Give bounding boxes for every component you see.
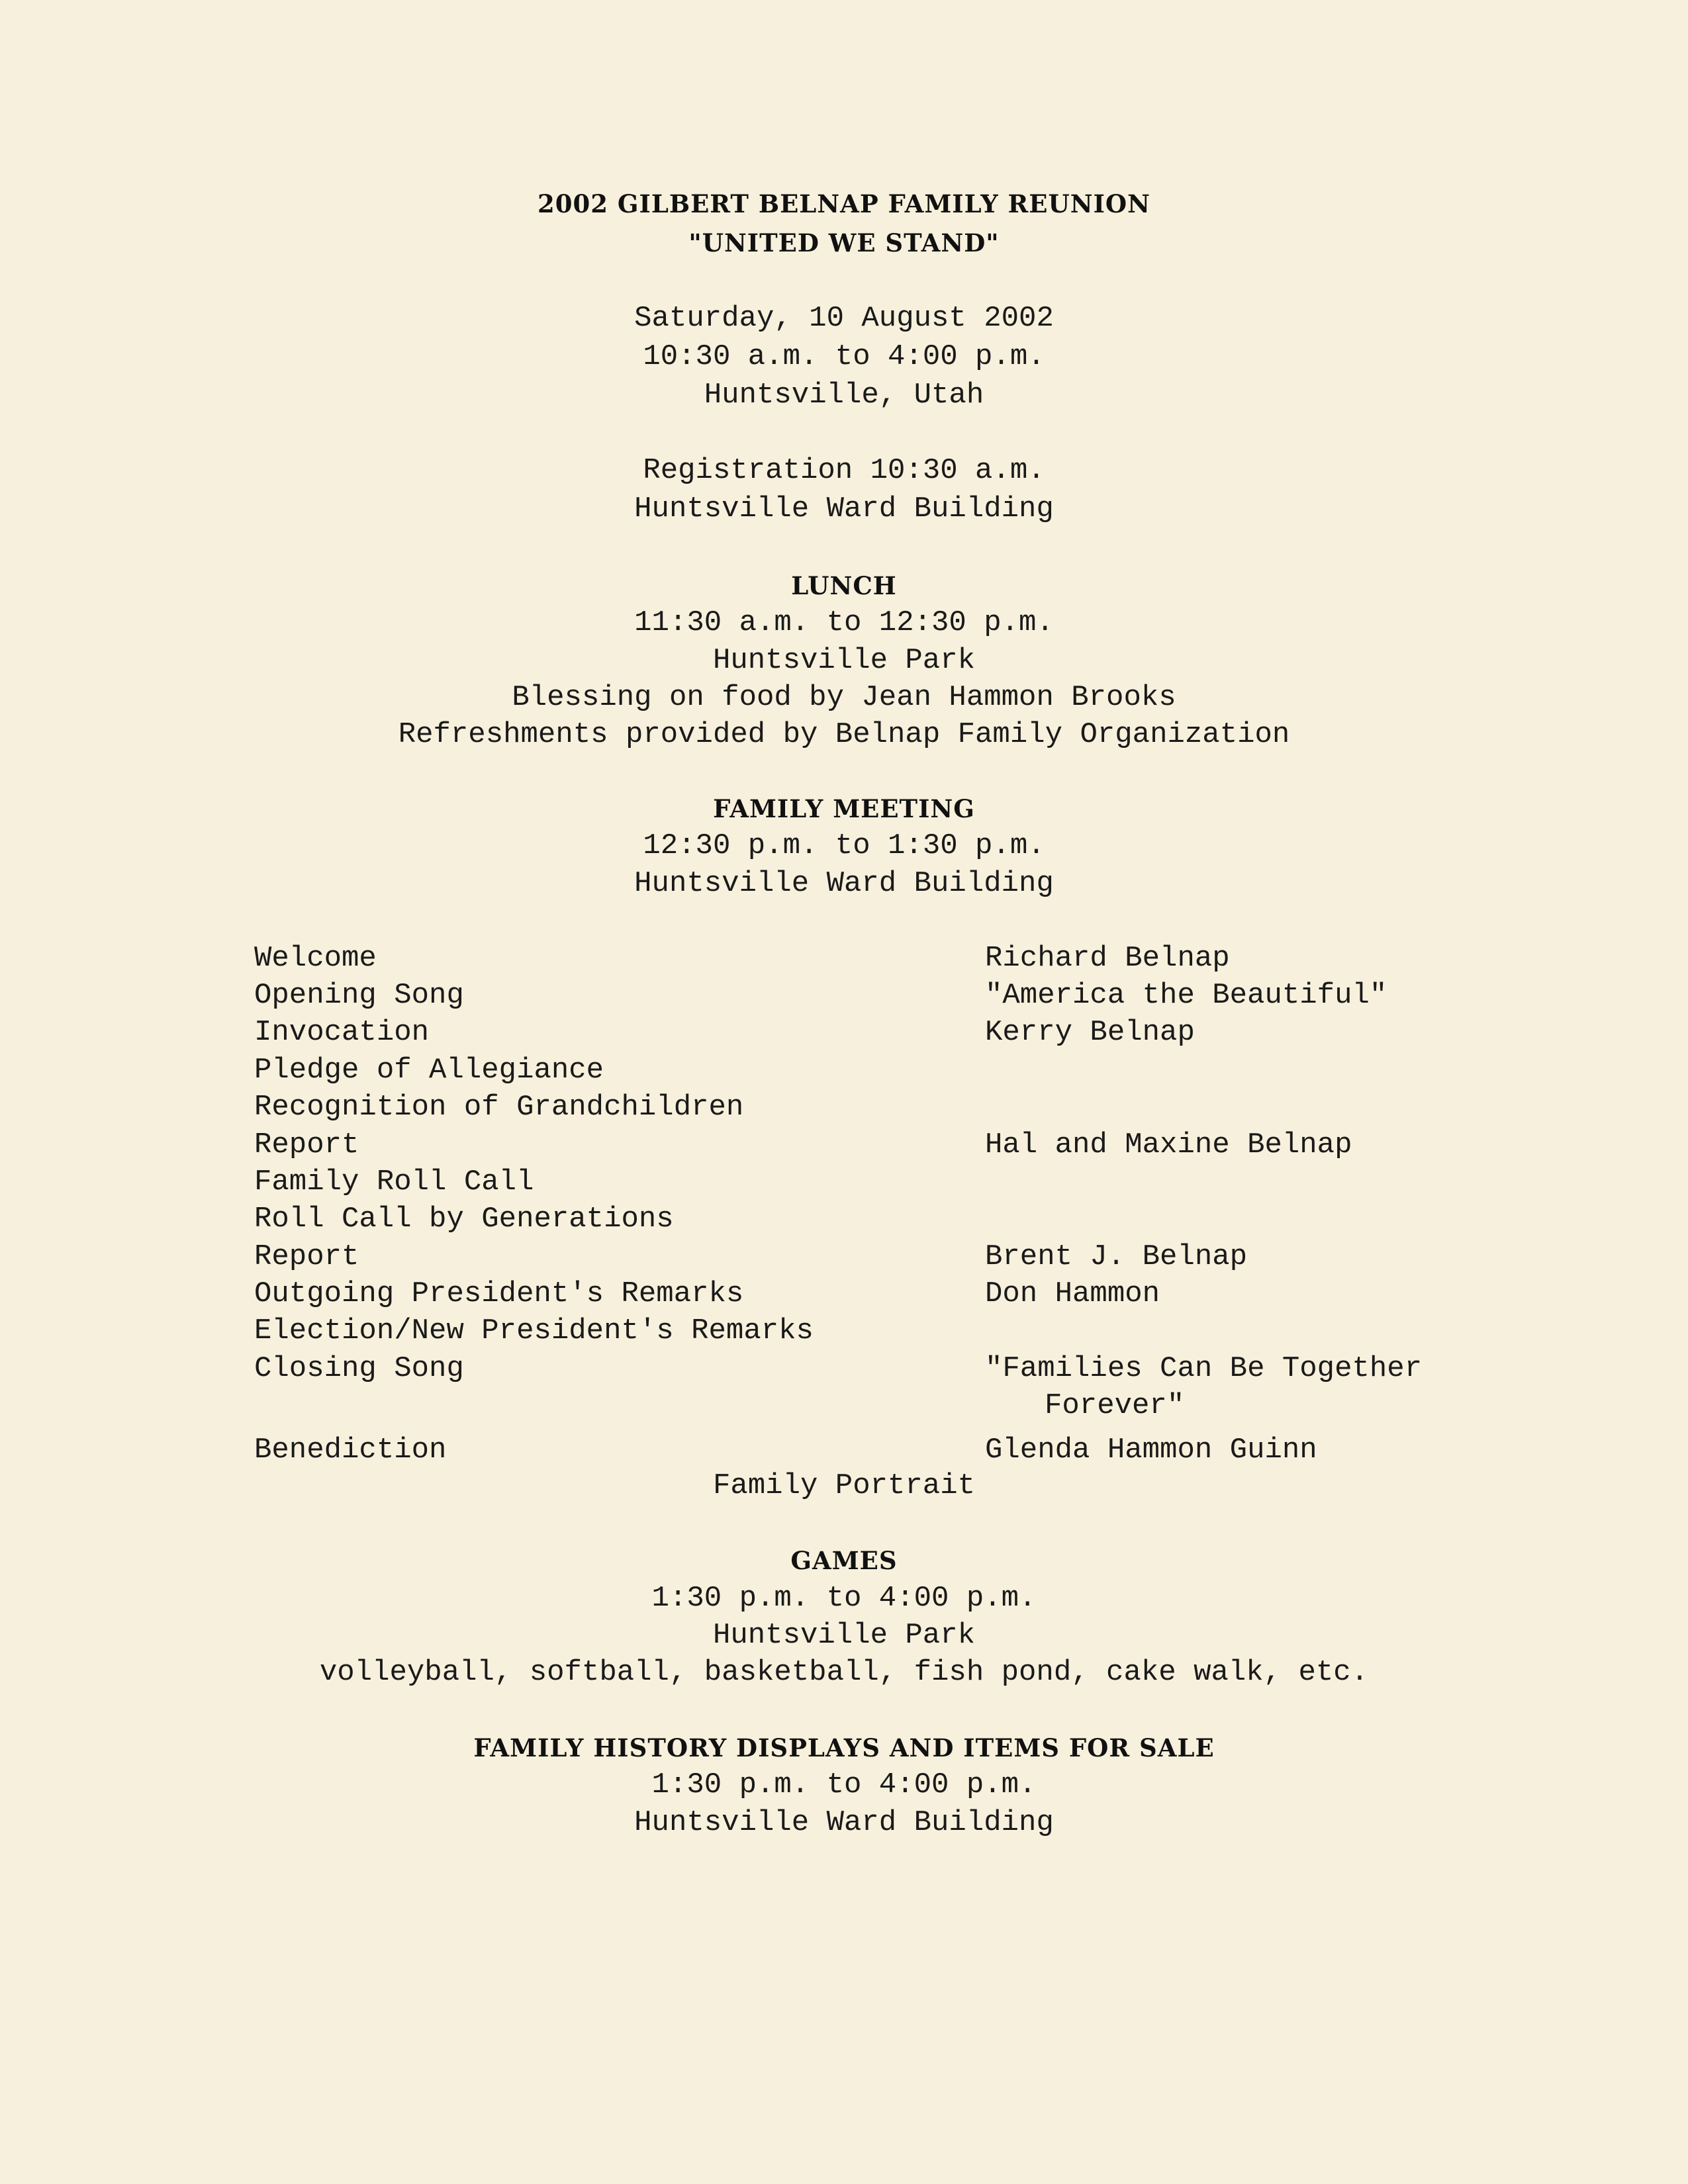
- games-place: Huntsville Park: [712, 1619, 976, 1652]
- program-item: Opening Song: [254, 979, 464, 1012]
- meeting-heading: FAMILY MEETING: [713, 794, 975, 823]
- event-location: Huntsville, Utah: [704, 379, 984, 412]
- program-person: Forever": [1045, 1389, 1185, 1422]
- lunch-blessing: Blessing on food by Jean Hammon Brooks: [512, 681, 1176, 714]
- program-person: Don Hammon: [985, 1277, 1160, 1310]
- event-time: 10:30 a.m. to 4:00 p.m.: [643, 340, 1045, 373]
- program-row: [0, 1387, 1688, 1425]
- games-time: 1:30 p.m. to 4:00 p.m.: [651, 1582, 1037, 1615]
- lunch-heading: LUNCH: [791, 571, 897, 600]
- program-row: [0, 1312, 1688, 1350]
- meeting-place: Huntsville Ward Building: [634, 867, 1054, 900]
- history-time: 1:30 p.m. to 4:00 p.m.: [651, 1768, 1037, 1801]
- program-item: Report: [254, 1128, 359, 1161]
- program-row: [0, 1163, 1688, 1201]
- program-item: Recognition of Grandchildren: [254, 1091, 744, 1124]
- page-title: 2002 GILBERT BELNAP FAMILY REUNION: [538, 189, 1150, 218]
- program-row: [0, 1052, 1688, 1089]
- program-row: [0, 1201, 1688, 1238]
- program-row: [0, 1432, 1688, 1469]
- history-heading: FAMILY HISTORY DISPLAYS AND ITEMS FOR SALE: [473, 1733, 1215, 1762]
- registration-time: Registration 10:30 a.m.: [643, 454, 1045, 487]
- reunion-theme: "UNITED WE STAND": [688, 228, 1000, 257]
- program-item: Pledge of Allegiance: [254, 1054, 604, 1087]
- lunch-refreshments: Refreshments provided by Belnap Family Organization: [398, 718, 1290, 751]
- program-row: [0, 940, 1688, 978]
- program-item: Closing Song: [254, 1352, 464, 1385]
- program-row: [0, 1126, 1688, 1164]
- program-person: Kerry Belnap: [985, 1016, 1195, 1049]
- program-person: Glenda Hammon Guinn: [985, 1433, 1317, 1467]
- program-person: Richard Belnap: [985, 942, 1230, 975]
- lunch-place: Huntsville Park: [712, 644, 976, 677]
- program-item: Family Roll Call: [254, 1165, 534, 1199]
- program-row: [0, 977, 1688, 1015]
- program-person: "America the Beautiful": [985, 979, 1387, 1012]
- event-date: Saturday, 10 August 2002: [634, 302, 1054, 335]
- games-list: volleyball, softball, basketball, fish pond, cake walk, etc.: [319, 1656, 1369, 1689]
- games-heading: GAMES: [790, 1546, 898, 1575]
- program-item: Invocation: [254, 1016, 430, 1049]
- program-person: Hal and Maxine Belnap: [985, 1128, 1352, 1161]
- program-item: Report: [254, 1240, 359, 1273]
- program-item: Roll Call by Generations: [254, 1203, 674, 1236]
- program-row: [0, 1275, 1688, 1313]
- program-item: Outgoing President's Remarks: [254, 1277, 744, 1310]
- program-row: [0, 1350, 1688, 1388]
- registration-place: Huntsville Ward Building: [634, 492, 1054, 525]
- program-person: Brent J. Belnap: [985, 1240, 1248, 1273]
- program-row: [0, 1238, 1688, 1276]
- program-item: Election/New President's Remarks: [254, 1314, 814, 1347]
- lunch-time: 11:30 a.m. to 12:30 p.m.: [634, 606, 1054, 639]
- history-place: Huntsville Ward Building: [634, 1806, 1054, 1839]
- program-row: [0, 1089, 1688, 1126]
- program-item: Benediction: [254, 1433, 447, 1467]
- family-portrait: Family Portrait: [712, 1469, 976, 1502]
- program-person: "Families Can Be Together: [985, 1352, 1423, 1385]
- program-row: [0, 1014, 1688, 1052]
- program-item: Welcome: [254, 942, 377, 975]
- meeting-time: 12:30 p.m. to 1:30 p.m.: [643, 829, 1045, 862]
